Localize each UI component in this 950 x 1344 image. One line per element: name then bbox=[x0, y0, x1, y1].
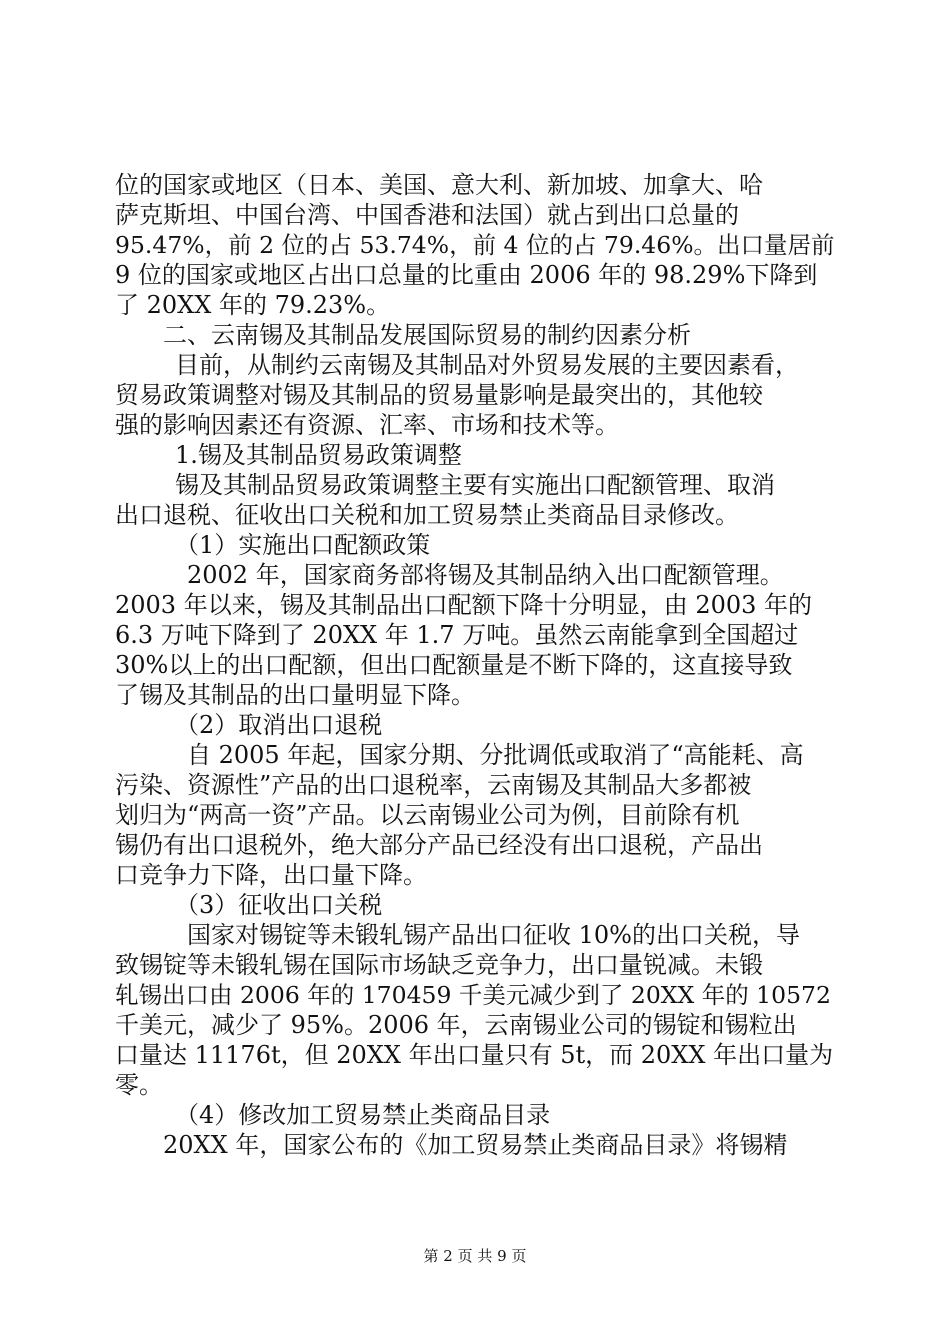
text-line: （2）取消出口退税 bbox=[175, 711, 383, 739]
text-line: 9 位的国家或地区占出口总量的比重由 2006 年的 98.29%下降到 bbox=[115, 261, 818, 289]
text-line: 口量达 11176t，但 20XX 年出口量只有 5t，而 20XX 年出口量为 bbox=[115, 1041, 834, 1069]
text-line: 强的影响因素还有资源、汇率、市场和技术等。 bbox=[115, 411, 619, 439]
text-line: 出口退税、征收出口关税和加工贸易禁止类商品目录修改。 bbox=[115, 501, 739, 529]
text-line: 30%以上的出口配额，但出口配额量是不断下降的，这直接导致 bbox=[115, 651, 793, 679]
page-footer: 第 2 页 共 9 页 bbox=[423, 1247, 527, 1265]
text-line: 了锡及其制品的出口量明显下降。 bbox=[115, 681, 475, 709]
text-line: 国家对锡锭等未锻轧锡产品出口征收 10%的出口关税，导 bbox=[187, 921, 800, 949]
text-line: 20XX 年，国家公布的《加工贸易禁止类商品目录》将锡精 bbox=[163, 1131, 788, 1159]
text-line: 6.3 万吨下降到了 20XX 年 1.7 万吨。虽然云南能拿到全国超过 bbox=[115, 621, 799, 649]
text-line: 千美元，减少了 95%。2006 年，云南锡业公司的锡锭和锡粒出 bbox=[115, 1011, 797, 1039]
text-line: 目前，从制约云南锡及其制品对外贸易发展的主要因素看， bbox=[175, 351, 799, 379]
text-line: 轧锡出口由 2006 年的 170459 千美元减少到了 20XX 年的 10572 bbox=[115, 981, 831, 1009]
text-line: 了 20XX 年的 79.23%。 bbox=[115, 291, 391, 319]
text-line: 划归为“两高一资”产品。以云南锡业公司为例，目前除有机 bbox=[115, 801, 740, 829]
text-line: 锡仍有出口退税外，绝大部分产品已经没有出口退税，产品出 bbox=[115, 831, 763, 859]
text-line: 2002 年，国家商务部将锡及其制品纳入出口配额管理。 bbox=[187, 561, 784, 589]
text-line: 口竞争力下降，出口量下降。 bbox=[115, 861, 427, 889]
text-line: 自 2005 年起，国家分期、分批调低或取消了“高能耗、高 bbox=[187, 741, 804, 769]
text-line: （1）实施出口配额政策 bbox=[175, 531, 431, 559]
text-line: 致锡锭等未锻轧锡在国际市场缺乏竞争力，出口量锐减。未锻 bbox=[115, 951, 763, 979]
text-line: 二、云南锡及其制品发展国际贸易的制约因素分析 bbox=[163, 321, 691, 349]
text-line: 零。 bbox=[115, 1071, 163, 1099]
text-line: 1.锡及其制品贸易政策调整 bbox=[175, 441, 462, 469]
text-line: 锡及其制品贸易政策调整主要有实施出口配额管理、取消 bbox=[175, 471, 775, 499]
document-body bbox=[115, 170, 837, 1160]
text-line: 贸易政策调整对锡及其制品的贸易量影响是最突出的，其他较 bbox=[115, 381, 763, 409]
text-line: 萨克斯坦、中国台湾、中国香港和法国）就占到出口总量的 bbox=[115, 201, 739, 229]
body-text bbox=[115, 170, 837, 1160]
text-line: （4）修改加工贸易禁止类商品目录 bbox=[175, 1101, 551, 1129]
text-line: 位的国家或地区（日本、美国、意大利、新加坡、加拿大、哈 bbox=[115, 171, 763, 199]
text-line: 污染、资源性”产品的出口退税率，云南锡及其制品大多都被 bbox=[115, 771, 752, 799]
text-line: 2003 年以来，锡及其制品出口配额下降十分明显，由 2003 年的 bbox=[115, 591, 813, 619]
text-line: （3）征收出口关税 bbox=[175, 891, 383, 919]
text-line: 95.47%，前 2 位的占 53.74%，前 4 位的占 79.46%。出口量居前 bbox=[115, 231, 835, 259]
